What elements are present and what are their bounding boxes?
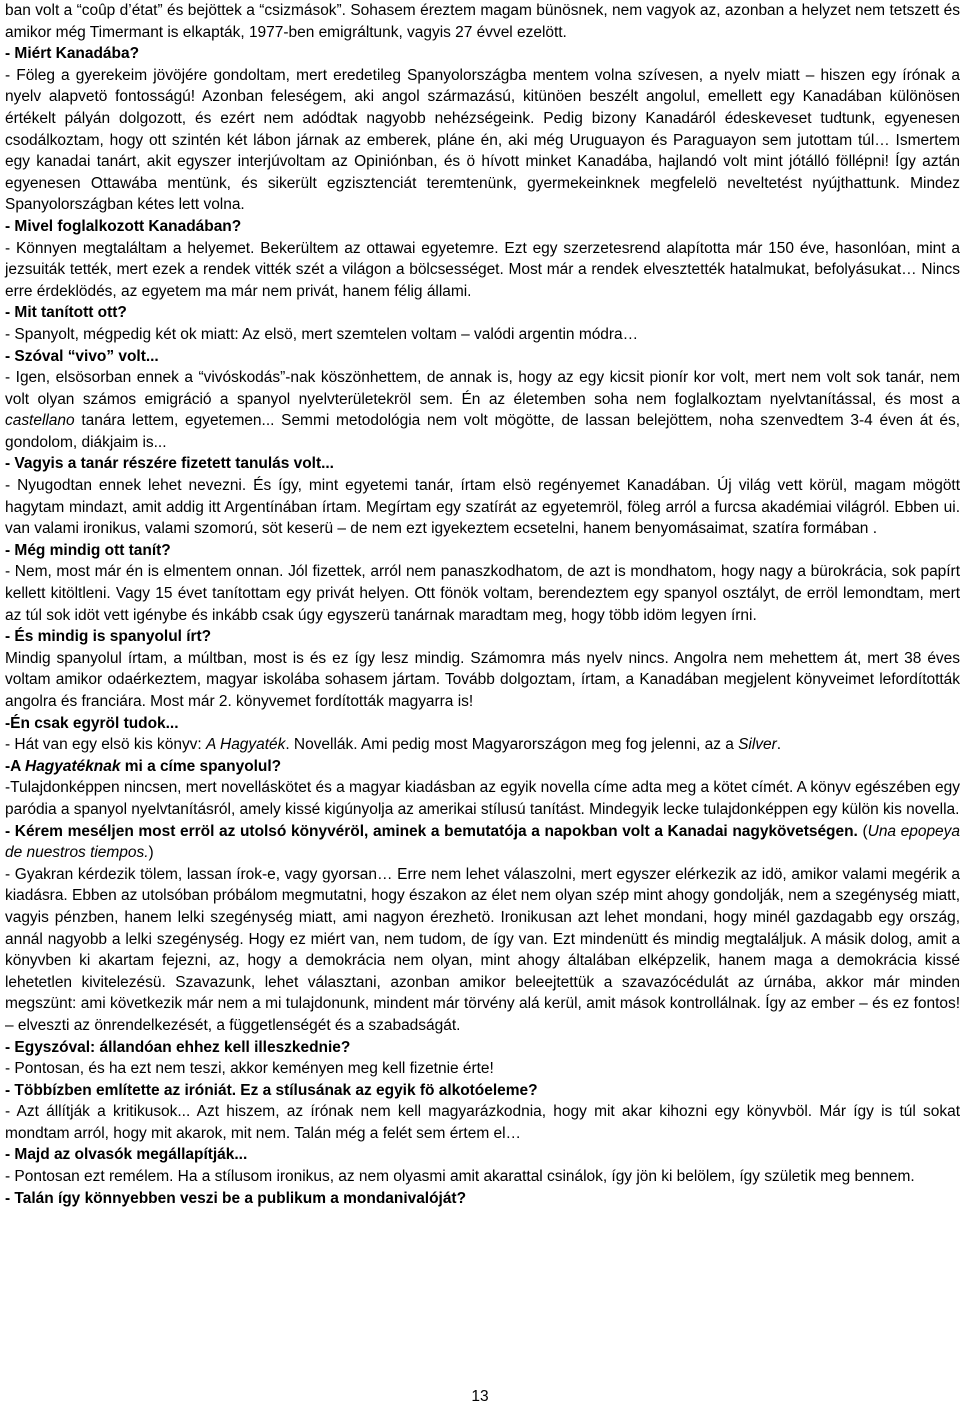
interview-question (5, 713, 960, 735)
interview-question (5, 346, 960, 368)
interview-question (5, 626, 960, 648)
interview-answer (5, 734, 960, 756)
text-segment: - Többízben említette az iróniát. Ez a stílusának az egyik fö alkotóeleme? (5, 1081, 538, 1099)
interview-question (5, 1037, 960, 1059)
italic-text: Hagyatéknak (25, 757, 121, 775)
interview-question (5, 1188, 960, 1210)
text-segment: . (776, 736, 782, 754)
interview-answer (5, 864, 960, 1037)
italic-text: castellano (5, 412, 75, 430)
text-segment: -Én csak egyröl tudok... (5, 714, 179, 732)
interview-answer (5, 324, 960, 346)
text-segment: Mindig spanyolul írtam, a múltban, most is és ez így lesz mindig. Számomra más nyelv nincs. Angolra nem mehettem át, mert 38 éves voltam amikor odaérkeztem, magyar iskolába sohasem jártam. Tovább dolgoztam, írtam, a Kanadában megjelent könyveimet lefordították angolra és franciára. Most már 2. könyvemet fordították magyarra is! (5, 649, 960, 710)
text-segment: - Egyszóval: állandóan ehhez kell illeszkednie? (5, 1038, 351, 1056)
interview-question (5, 43, 960, 65)
interview-question (5, 540, 960, 562)
text-segment: mi a címe spanyolul? (120, 757, 282, 775)
interview-question (5, 1144, 960, 1166)
document-page (5, 0, 960, 1209)
text-segment: - Még mindig ott tanít? (5, 541, 171, 559)
text-segment: - Szóval “vivo” volt... (5, 347, 159, 365)
text-segment: -A (5, 757, 26, 775)
text-segment: - Igen, elsösorban ennek a “vivóskodás”-nak köszönhettem, de annak is, hogy az egy kicsit pionír kor volt, mert nem volt sok tanár, nem volt olyan számos emigráció a spanyol nyelvterületekröl sem. Én az életemben soha nem foglalkoztam nyelvtanítással, és most a (5, 369, 960, 408)
interview-answer (5, 475, 960, 540)
text-segment: - Nem, most már én is elmentem onnan. Jól fizettek, arról nem panaszkodhatom, de azt is mondhatom, hogy nagy a bürokrácia, sok papírt kellett kitöltleni. Vagy 15 évet tanítottam egy privát helyen. Ott fönök voltam, berendeztem egy spanyol osztályt, de erröl lemondtam, mert az túl sok idöt vett igénybe és inkább csak úgy egyszerü tanárnak maradtam meg, hogy több idöm legyen írni. (5, 563, 960, 624)
text-segment: - Vagyis a tanár részére fizetett tanulás volt... (5, 455, 334, 473)
text-segment: -Tulajdonképpen nincsen, mert novelláskötet és a magyar kiadásban az egyik novella címe adta meg a kötet címét. A könyv egészében egy paródia a spanyol nyelvtanításról, amely kissé kigúnyolja az amerikai stílusú tanítást. Mindegyik lecke tulajdonképpen egy külön kis novella. (5, 779, 960, 818)
text-segment: - Gyakran kérdezik tölem, lassan írok-e, vagy gyorsan… Erre nem lehet válaszolni, mert egyszer elérkezik az idö, amikor valami megérik a kiadásra. Ebben az utolsóban próbálom megmutatni, hogy északon az élet nem olyan szép mint ahogy gondolják, nem a szegénység miatt, vagyis pénzben, hanem lelki szegénység miatt, ami nagyon érezhetö. Ironikusan azt lehet mondani, hogy minél gazdagabb egy ország, annál nagyobb a lelki szegénység. Hogy ez miért van, nem tudom, de így van. Ezt mindenütt és mindig megtaláljuk. A másik dolog, amit a könyvben ki akartam fejezni, az, hogy a demokrácia nem olyan, mint ahogy általában elképzelik, hanem maga a demokrácia kissé lehetetlen kivitelezésü. Szavazunk, lehet választani, azonban amikor beleejtettük a szavazócédulát az úrnába, akkor már minden megszünt: ami következik már nem a mi tulajdonunk, mindent már törvény alá kerül, amit mások kontrollálnak. Így az ember – és ez fontos! – elveszti az önrendelkezését, a függetlenségét és a szabadságát. (5, 865, 960, 1034)
interview-question (5, 216, 960, 238)
text-segment: - Mivel foglalkozott Kanadában? (5, 217, 242, 235)
text-segment: - Mit tanított ott? (5, 304, 127, 322)
interview-answer (5, 648, 960, 713)
interview-answer (5, 367, 960, 453)
interview-question (5, 1080, 960, 1102)
interview-answer (5, 777, 960, 820)
interview-answer (5, 1166, 960, 1188)
interview-question (5, 453, 960, 475)
text-segment: - Föleg a gyerekeim jövöjére gondoltam, mert eredetileg Spanyolországba mentem volna szívesen, a nyelv miatt – hiszen egy írónak a nyelv alapvetö fontosságú! Azonban feleségem, aki angol származású, kitünöen beszélt angolul, emellett egy Kanadában különösen értékelt pályán dolgozott, és ezért nem adódtak nagyobb nehézségeink. Pedig bizony Kanadáról édeskeveset tudtunk, egyenesen csodálkoztam, hogy ott szintén két lábon járnak az emberek, pláne én, aki még Uruguayon és Paraguayon sem jutottam túl… Ismertem egy kanadai tanárt, akit egyszer interjúvoltam az Opiniónban, és ö hívott minket Kanadába, hajlandó volt mint jótálló föllépni! Így aztán egyenesen Ottawába mentünk, és sikerült egzisztenciát teremtenünk, gyermekeinknek megfelelö neveltetést nyújthattunk. Mindez Spanyolországban kétes lett volna. (5, 66, 960, 214)
italic-text: Silver (738, 736, 777, 754)
text-segment: . Novellák. Ami pedig most Magyarországon meg fog jelenni, az a (285, 736, 739, 754)
interview-text (5, 0, 960, 1209)
italic-text: A Hagyaték (205, 736, 286, 754)
interview-question (5, 821, 960, 864)
text-segment: - Hát van egy elsö kis könyv: (5, 736, 206, 754)
interview-answer (5, 561, 960, 626)
interview-answer (5, 1101, 960, 1144)
text-segment: - Talán így könnyebben veszi be a publikum a mondanivalóját? (5, 1189, 467, 1207)
text-segment: ( (862, 822, 868, 840)
interview-answer (5, 1058, 960, 1080)
text-segment: - Majd az olvasók megállapítják... (5, 1146, 248, 1164)
interview-answer (5, 0, 960, 43)
text-segment: ) (148, 844, 154, 862)
interview-answer (5, 65, 960, 216)
text-segment: - Nyugodtan ennek lehet nevezni. És így, mint egyetemi tanár, írtam elsö regényemet Kanadában. Új világ vett körül, magam mögött hagytam mindazt, amit addig itt Argentínában írtam. Megírtam egy szatírát az egyetemröl, föleg arról a furcsa akadémiai világról. Ebben ui. van valami ironikus, valami szomorú, söt keserü – de nem ezt igyekeztem ecsetelni, hanem benyomásaimat, szatíra formában . (5, 477, 960, 538)
text-segment: ban volt a “coûp d’état” és bejöttek a “csizmások”. Sohasem éreztem magam bünösnek, nem vagyok az, azonban a helyzet nem tetszett és amikor még Timermant is elkapták, 1977-ben emigráltunk, vagyis 27 évvel ezelött. (5, 2, 960, 41)
interview-question (5, 302, 960, 324)
text-segment: tanára lettem, egyetemen... Semmi metodológia nem volt mögötte, de lassan belejöttem, noha szenvedtem 3-4 éven át és, gondolom, diákjaim is... (5, 412, 960, 451)
text-segment: - Spanyolt, mégpedig két ok miatt: Az elsö, mert szemtelen voltam – valódi argentin módra… (5, 325, 639, 343)
text-segment: - Miért Kanadába? (5, 45, 140, 63)
text-segment: - Könnyen megtaláltam a helyemet. Bekerültem az ottawai egyetemre. Ezt egy szerzetesrend alapította már 150 éve, hasonlóan, mint a jezsuiták tették, mert ezek a rendek vitték szét a világon a bölcsességet. Most már a rendek elvesztették hatalmukat, befolyásukat… Nincs erre érdeklödés, az egyetem ma már nem privát, hanem félig állami. (5, 239, 960, 300)
page-number: 13 (471, 1388, 489, 1405)
text-segment: - Azt állítják a kritikusok... Azt hiszem, az írónak nem kell magyarázkodnia, hogy mit akar kihozni egy könyvböl. Már így is túl sokat mondtam arról, hogy mit akarok, mit nem. Talán még a felét sem értem el… (5, 1103, 960, 1142)
text-segment: - Kérem meséljen most erröl az utolsó könyvéröl, aminek a bemutatója a napokban volt a Kanadai nagykövetségen. (5, 822, 863, 840)
italic-text: Una epopeya de nuestros tiempos. (5, 822, 960, 862)
text-segment: - Pontosan ezt remélem. Ha a stílusom ironikus, az nem olyasmi amit akarattal csinálok, így jön ki belölem, így születik meg bennem. (5, 1168, 915, 1186)
text-segment: - Pontosan, és ha ezt nem teszi, akkor keményen meg kell fizetnie érte! (5, 1060, 494, 1078)
interview-question (5, 756, 960, 778)
text-segment: - És mindig is spanyolul írt? (5, 628, 212, 646)
interview-answer (5, 238, 960, 303)
